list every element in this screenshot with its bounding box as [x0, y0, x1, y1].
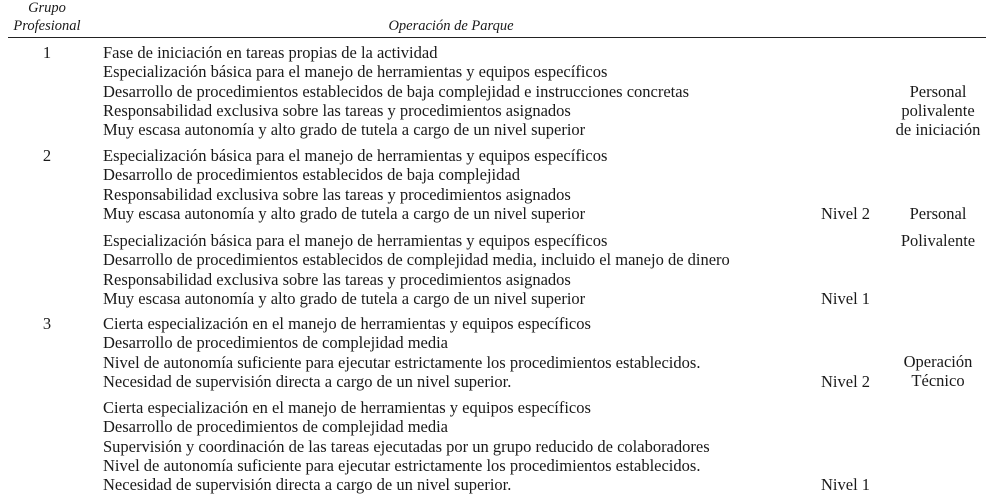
description-line: Cierta especialización en el manejo de herramientas y equipos específicos — [103, 314, 591, 333]
category-label: de iniciación — [895, 120, 981, 139]
description-line: Necesidad de supervisión directa a cargo de un nivel superior. — [103, 372, 512, 391]
description-line: Muy escasa autonomía y alto grado de tutela a cargo de un nivel superior — [103, 289, 586, 308]
description-line: Responsabilidad exclusiva sobre las tareas y procedimientos asignados — [103, 101, 571, 120]
description-line: Desarrollo de procedimientos establecidos de baja complejidad — [103, 165, 520, 184]
header-operation: Operación de Parque — [388, 18, 514, 34]
description-line: Nivel de autonomía suficiente para ejecutar estrictamente los procedimientos establecidos. — [103, 353, 701, 372]
description-line: Desarrollo de procedimientos de complejidad media — [103, 417, 449, 436]
description-line: Muy escasa autonomía y alto grado de tutela a cargo de un nivel superior — [103, 204, 586, 223]
group-number: 3 — [42, 314, 52, 333]
group-number: 2 — [42, 146, 52, 165]
header-rule — [8, 37, 986, 38]
category-label: Técnico — [911, 371, 965, 390]
nivel-label: Nivel 1 — [821, 289, 871, 308]
description-line: Nivel de autonomía suficiente para ejecutar estrictamente los procedimientos establecidos. — [103, 456, 701, 475]
group-number: 1 — [42, 43, 52, 62]
description-line: Desarrollo de procedimientos establecidos de complejidad media, incluido el manejo de dinero — [103, 250, 730, 269]
description-line: Necesidad de supervisión directa a cargo de un nivel superior. — [103, 475, 512, 494]
description-line: Especialización básica para el manejo de herramientas y equipos específicos — [103, 62, 608, 81]
description-line: Desarrollo de procedimientos de complejidad media — [103, 333, 449, 352]
description-line: Fase de iniciación en tareas propias de la actividad — [103, 43, 438, 62]
description-line: Responsabilidad exclusiva sobre las tareas y procedimientos asignados — [103, 185, 571, 204]
nivel-label: Nivel 1 — [821, 475, 871, 494]
description-line: Supervisión y coordinación de las tareas ejecutadas por un grupo reducido de colaboradores — [103, 437, 710, 456]
description-line: Especialización básica para el manejo de herramientas y equipos específicos — [103, 146, 608, 165]
description-line: Cierta especialización en el manejo de herramientas y equipos específicos — [103, 398, 591, 417]
description-line: Especialización básica para el manejo de herramientas y equipos específicos — [103, 231, 608, 250]
header-group-line2: Profesional — [13, 18, 81, 34]
header-group-line1: Grupo — [28, 0, 66, 16]
category-label: Operación — [903, 352, 973, 371]
description-line: Muy escasa autonomía y alto grado de tutela a cargo de un nivel superior — [103, 120, 586, 139]
nivel-label: Nivel 2 — [821, 372, 871, 391]
category-label: Personal — [909, 82, 967, 101]
nivel-label: Nivel 2 — [821, 204, 871, 223]
description-line: Responsabilidad exclusiva sobre las tareas y procedimientos asignados — [103, 270, 571, 289]
category-label: Personal — [909, 204, 967, 223]
description-line: Desarrollo de procedimientos establecidos de baja complejidad e instrucciones concretas — [103, 82, 689, 101]
category-label: polivalente — [901, 101, 975, 120]
category-label: Polivalente — [900, 231, 976, 250]
